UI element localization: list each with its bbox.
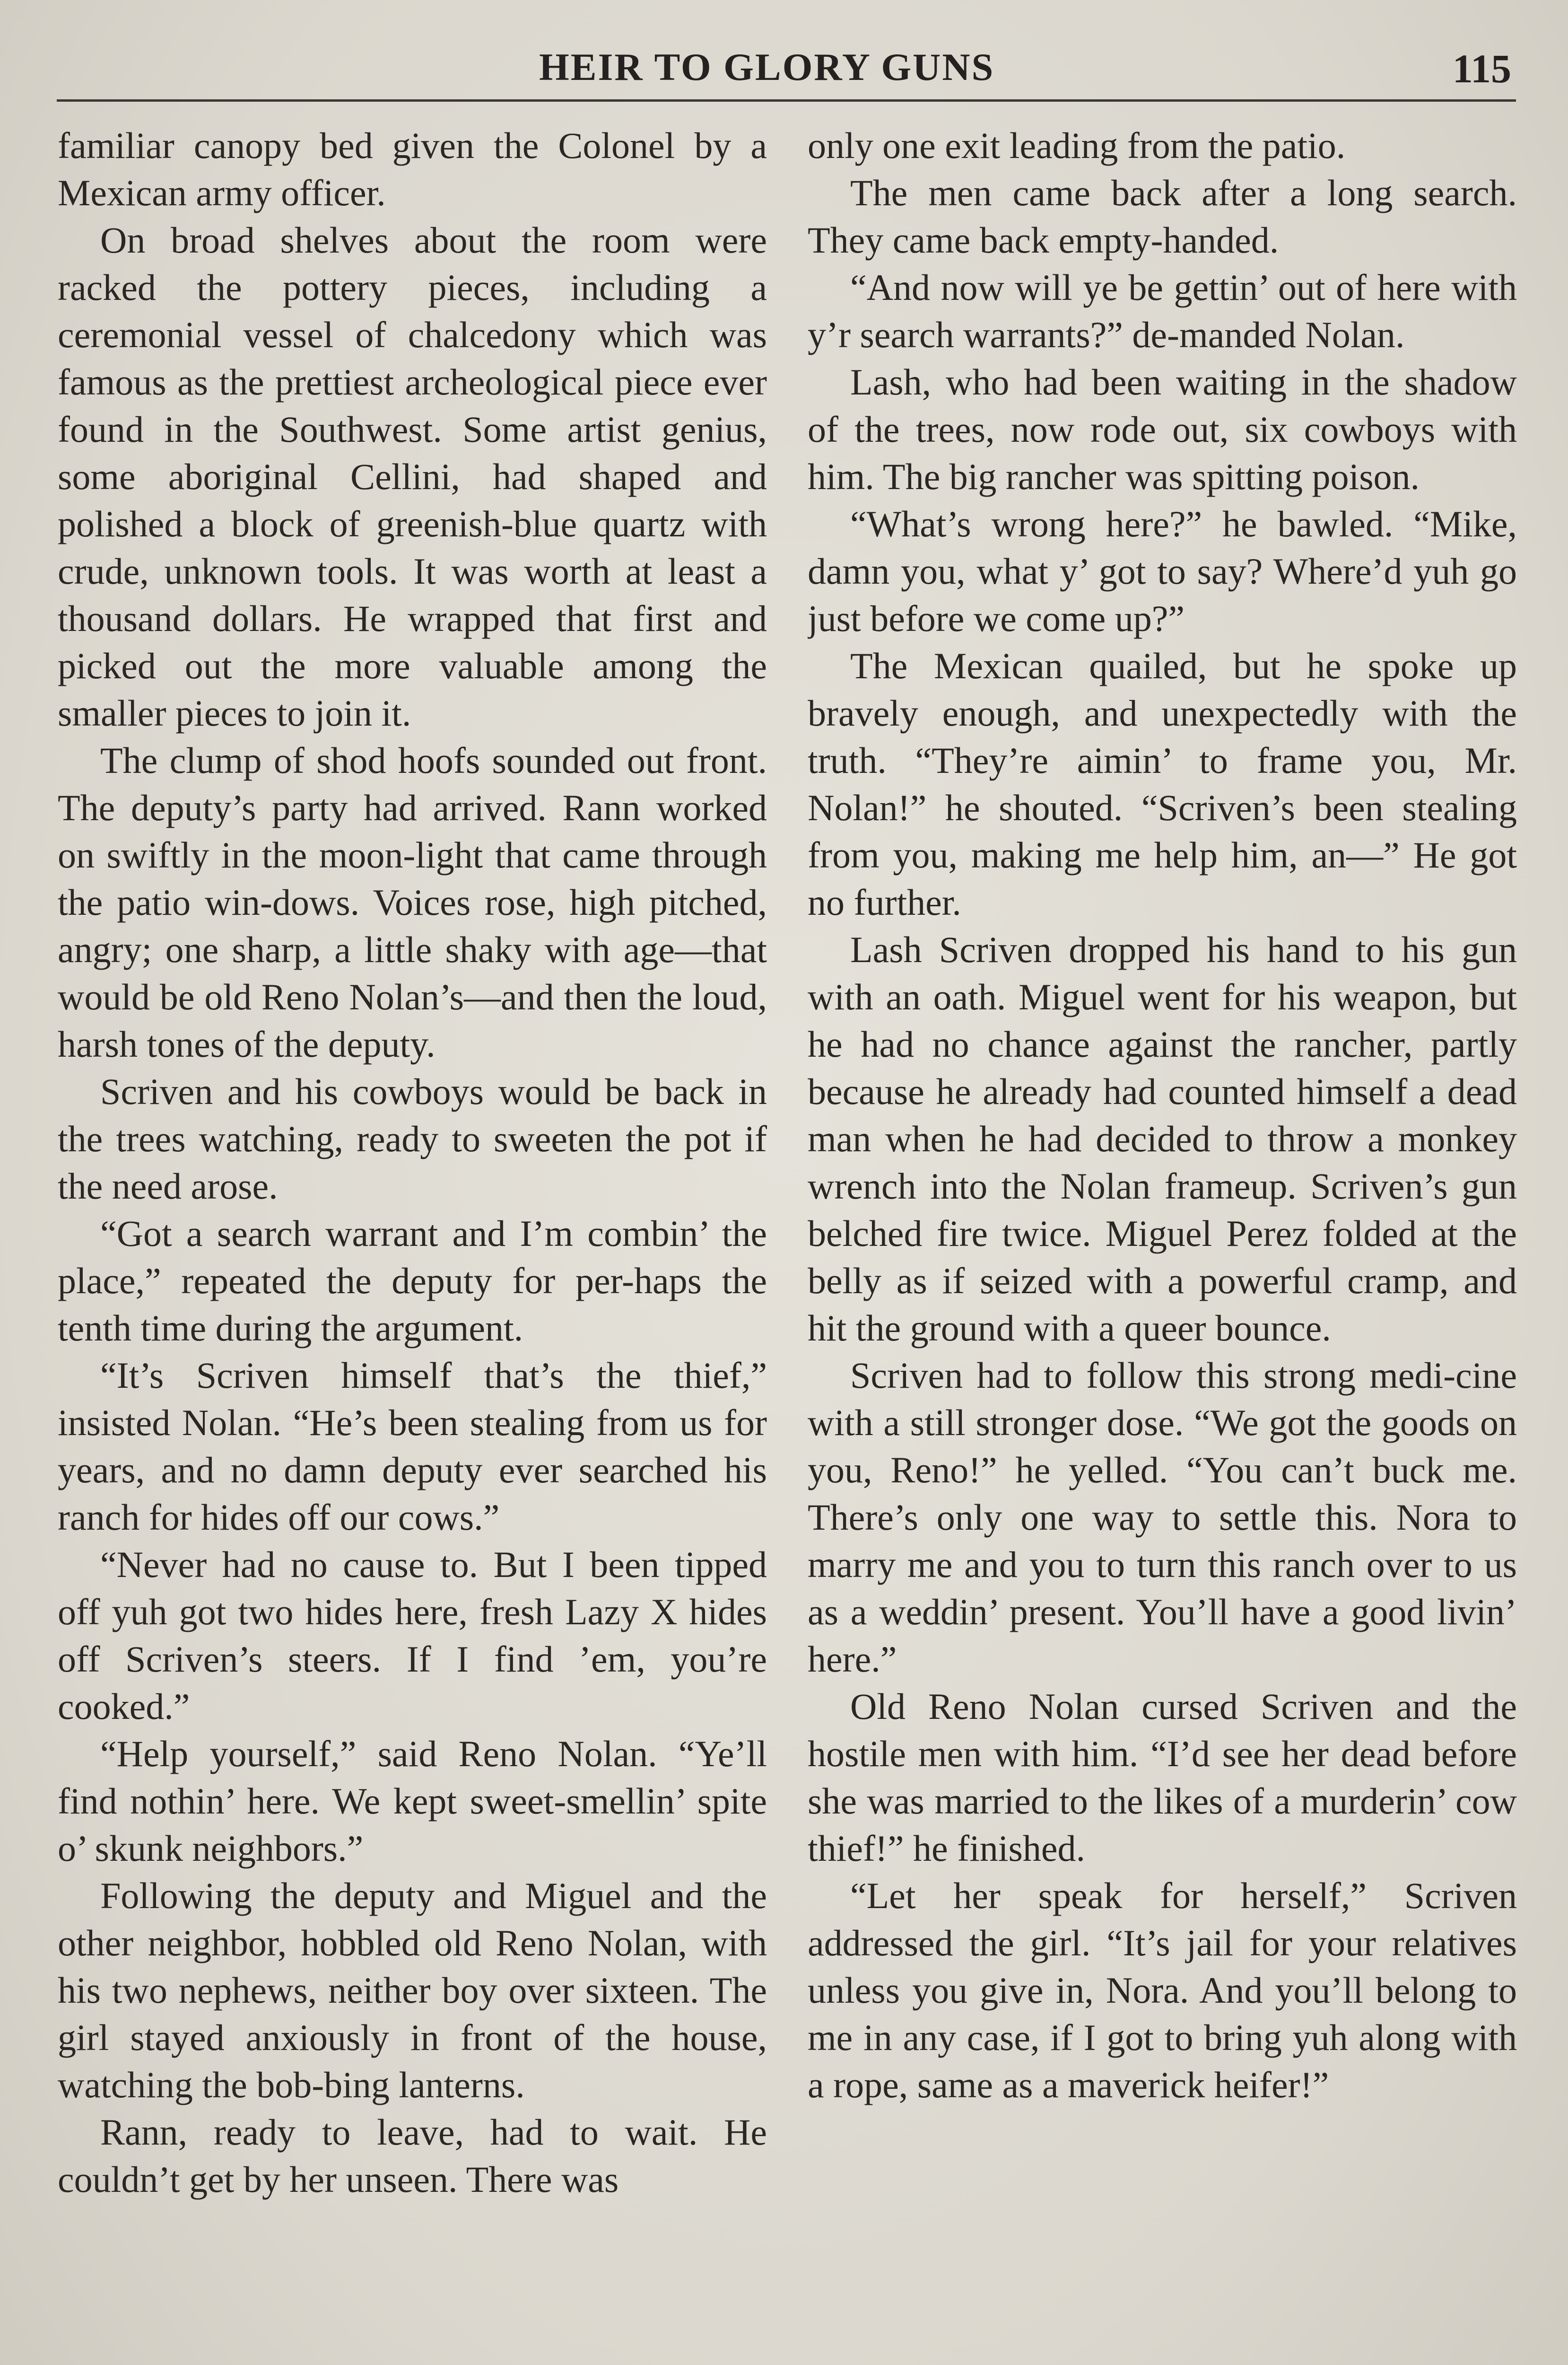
paragraph: familiar canopy bed given the Colonel by a Mexican army officer. bbox=[58, 125, 767, 213]
running-title: HEIR TO GLORY GUNS bbox=[539, 45, 995, 88]
paragraph: “Got a search warrant and I’m combin’ the place,” repeated the deputy for per-haps the tenth time during the argument. bbox=[58, 1213, 767, 1349]
paragraph: “Let her speak for herself,” Scriven addressed the girl. “It’s jail for your relatives unless you give in, Nora. And you’ll belong to me in any case, if I got to bring yuh along with a rope, same as a maverick heifer!” bbox=[808, 1875, 1517, 2105]
left-text-column bbox=[58, 122, 767, 2365]
page-number: 115 bbox=[1452, 46, 1511, 91]
running-head bbox=[0, 45, 1568, 102]
paragraph: Following the deputy and Miguel and the other neighbor, hobbled old Reno Nolan, with his two nephews, neither boy over sixteen. The girl stayed anxiously in front of the house, watching the bob-bing lanterns. bbox=[58, 1875, 767, 2105]
paragraph: Scriven and his cowboys would be back in the trees watching, ready to sweeten the pot if the need arose. bbox=[58, 1071, 767, 1207]
paragraph: only one exit leading from the patio. bbox=[808, 125, 1346, 166]
paragraph: Rann, ready to leave, had to wait. He couldn’t get by her unseen. There was bbox=[58, 2111, 767, 2200]
paragraph: “And now will ye be gettin’ out of here with y’r search warrants?” de-manded Nolan. bbox=[808, 267, 1517, 355]
paragraph: On broad shelves about the room were racked the pottery pieces, including a ceremonial vessel of chalcedony which was famous as the prettiest archeological piece ever found in the Southwest. Some artist genius, some aboriginal Cellini, had shaped and polished a block of greenish-blue quartz with crude, unknown tools. It was worth at least a thousand dollars. He wrapped that first and picked out the more valuable among the smaller pieces to join it. bbox=[58, 219, 767, 734]
paragraph: Lash Scriven dropped his hand to his gun with an oath. Miguel went for his weapon, but he had no chance against the rancher, partly because he already had counted himself a dead man when he had decided to throw a monkey wrench into the Nolan frameup. Scriven’s gun belched fire twice. Miguel Perez folded at the belly as if seized with a powerful cramp, and hit the ground with a queer bounce. bbox=[808, 929, 1517, 1349]
paragraph: The Mexican quailed, but he spoke up bravely enough, and unexpectedly with the truth. “They’re aimin’ to frame you, Mr. Nolan!” he shouted. “Scriven’s been stealing from you, making me help him, an—” He got no further. bbox=[808, 645, 1517, 923]
header-rule bbox=[57, 99, 1516, 102]
paragraph: “What’s wrong here?” he bawled. “Mike, damn you, what y’ got to say? Where’d yuh go just before we come up?” bbox=[808, 503, 1517, 639]
paragraph: The men came back after a long search. They came back empty-handed. bbox=[808, 172, 1517, 261]
paragraph: “It’s Scriven himself that’s the thief,” insisted Nolan. “He’s been stealing from us for years, and no damn deputy ever searched his ranch for hides off our cows.” bbox=[58, 1355, 767, 1538]
paragraph: Old Reno Nolan cursed Scriven and the hostile men with him. “I’d see her dead before she was married to the likes of a murderin’ cow thief!” he finished. bbox=[808, 1686, 1517, 1869]
paragraph: “Never had no cause to. But I been tipped off yuh got two hides here, fresh Lazy X hides off Scriven’s steers. If I find ’em, you’re cooked.” bbox=[58, 1544, 767, 1727]
paragraph: Scriven had to follow this strong medi-cine with a still stronger dose. “We got the goods on you, Reno!” he yelled. “You can’t buck me. There’s only one way to settle this. Nora to marry me and you to turn this ranch over to us as a weddin’ present. You’ll have a good livin’ here.” bbox=[808, 1355, 1517, 1680]
paragraph: The clump of shod hoofs sounded out front. The deputy’s party had arrived. Rann worked on swiftly in the moon-light that came through the patio win-dows. Voices rose, high pitched, angry; one sharp, a little shaky with age—that would be old Reno Nolan’s—and then the loud, harsh tones of the deputy. bbox=[58, 740, 767, 1065]
paragraph: Lash, who had been waiting in the shadow of the trees, now rode out, six cowboys with him. The big rancher was spitting poison. bbox=[808, 361, 1517, 497]
paragraph: “Help yourself,” said Reno Nolan. “Ye’ll find nothin’ here. We kept sweet-smellin’ spite o’ skunk neighbors.” bbox=[58, 1733, 767, 1869]
right-text-column bbox=[808, 122, 1517, 2365]
